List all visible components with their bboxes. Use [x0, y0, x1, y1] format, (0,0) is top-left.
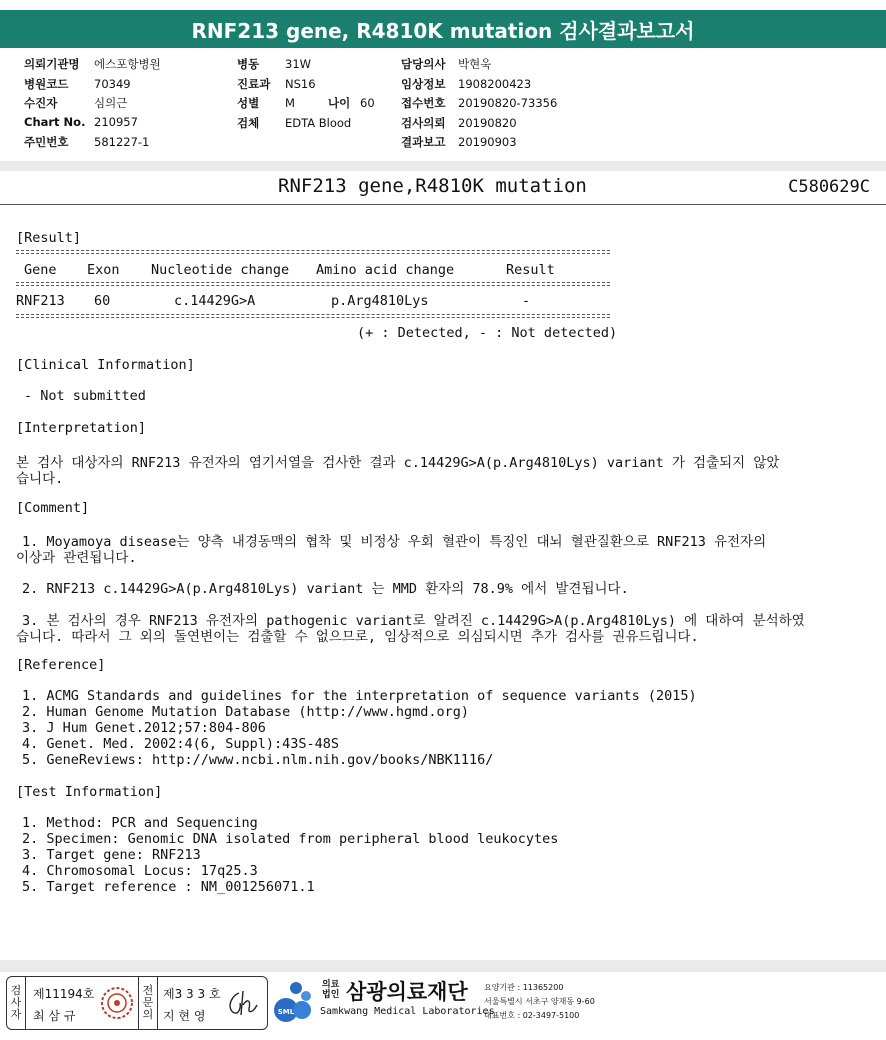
footer-band	[0, 960, 886, 972]
examiner-license: 제11194호	[33, 987, 95, 1001]
clinical-text: - Not submitted	[24, 388, 146, 404]
info-resident-no: 주민번호 581227-1	[24, 135, 150, 149]
examiner-label: 검사자	[10, 984, 22, 1021]
info-sex: 성별 M	[237, 96, 295, 110]
result-rule-mid	[16, 282, 610, 283]
result-rule-top-2	[16, 253, 610, 254]
reference-item-5: 5. GeneReviews: http://www.ncbi.nlm.nih.gov/books/NBK1116/	[22, 752, 494, 768]
interpretation-line-1: 본 검사 대상자의 RNF213 유전자의 염기서열을 검사한 결과 c.14429G>A(p.Arg4810Lys) variant 가 검출되지 않았	[16, 455, 780, 471]
report-title: RNF213 gene, R4810K mutation 검사결과보고서	[0, 10, 886, 48]
test-info-item-4: 4. Chromosomal Locus: 17q25.3	[22, 863, 258, 879]
comment-3-line-2: 습니다. 따라서 그 외의 돌연변이는 검출할 수 없으므로, 임상적으로 의심되시면 추가 검사를 권유드립니다.	[16, 629, 699, 645]
sig-divider-1	[25, 977, 26, 1029]
result-col-result: Result	[506, 262, 555, 278]
info-ward: 병동 31W	[237, 57, 312, 71]
divider-line	[0, 204, 886, 205]
result-heading: [Result]	[16, 230, 82, 246]
specialist-license: 제3 3 3 호	[163, 987, 221, 1001]
result-rule-bottom	[16, 314, 610, 315]
org-prefix: 의료 법인	[322, 980, 340, 1000]
separator-band	[0, 161, 886, 171]
result-nucleotide: c.14429G>A	[174, 293, 256, 309]
result-legend: (+ : Detected, - : Not detected)	[357, 325, 618, 341]
test-header	[0, 175, 886, 203]
reference-item-1: 1. ACMG Standards and guidelines for the interpretation of sequence variants (2015)	[22, 688, 697, 704]
comment-3-line-1: 3. 본 검사의 경우 RNF213 유전자의 pathogenic variant로 알려진 c.14429G>A(p.Arg4810Lys) 에 대하여 분석하였	[22, 613, 805, 629]
sml-logo-icon	[272, 976, 320, 1028]
org-phone: 대표번호 : 02-3497-5100	[484, 1011, 580, 1020]
result-amino: p.Arg4810Lys	[331, 293, 429, 309]
result-col-gene: Gene	[24, 262, 57, 278]
info-chart-no: Chart No. 210957	[24, 115, 138, 129]
org-code: 요양기관 : 11365200	[484, 983, 564, 992]
result-rule-mid-2	[16, 285, 610, 286]
org-address: 서울특별시 서초구 양재동 9-60	[484, 997, 595, 1006]
reference-item-3: 3. J Hum Genet.2012;57:804-806	[22, 720, 266, 736]
sig-divider-3	[157, 977, 158, 1029]
examiner-seal-icon	[99, 984, 135, 1022]
reference-item-2: 2. Human Genome Mutation Database (http://www.hgmd.org)	[22, 704, 470, 720]
info-hospital-code: 병원코드 70349	[24, 77, 131, 91]
comment-1-line-2: 이상과 관련됩니다.	[16, 550, 137, 566]
test-info-item-5: 5. Target reference : NM_001256071.1	[22, 879, 315, 895]
signature-box	[6, 976, 268, 1030]
result-rule-top	[16, 250, 610, 251]
result-value: -	[522, 293, 531, 309]
result-rule-bottom-2	[16, 317, 610, 318]
test-info-heading: [Test Information]	[16, 784, 163, 800]
comment-1-line-1: 1. Moyamoya disease는 양측 내경동맥의 협착 및 비정상 우회 혈관이 특징인 대뇌 혈관질환으로 RNF213 유전자의	[22, 534, 767, 550]
organization-block	[272, 976, 882, 1028]
info-patient-name: 수진자 심의근	[24, 96, 128, 110]
comment-heading: [Comment]	[16, 500, 90, 516]
patient-info-block	[0, 56, 886, 156]
info-clinical-info: 임상정보 1908200423	[401, 77, 532, 91]
info-hospital-name: 의뢰기관명 에스포항병원	[24, 57, 161, 71]
org-name-english: Samkwang Medical Laboratories	[320, 1006, 495, 1017]
logo-text: SML	[277, 1008, 295, 1016]
interpretation-heading: [Interpretation]	[16, 420, 147, 436]
info-request-date: 검사의뢰 20190820	[401, 116, 517, 130]
specialist-label: 전문의	[142, 984, 154, 1021]
info-doctor: 담당의사 박현욱	[401, 57, 492, 71]
test-info-item-2: 2. Specimen: Genomic DNA isolated from peripheral blood leukocytes	[22, 831, 559, 847]
interpretation-line-2: 습니다.	[16, 471, 64, 487]
specialist-name: 지 현 영	[163, 1009, 206, 1023]
test-code: C580629C	[788, 177, 870, 197]
test-info-item-3: 3. Target gene: RNF213	[22, 847, 201, 863]
result-gene: RNF213	[16, 293, 65, 309]
examiner-name: 최 삼 규	[33, 1009, 76, 1023]
result-col-exon: Exon	[87, 262, 120, 278]
test-info-item-1: 1. Method: PCR and Sequencing	[22, 815, 258, 831]
result-exon: 60	[94, 293, 111, 309]
info-report-date: 결과보고 20190903	[401, 135, 517, 149]
result-col-amino: Amino acid change	[316, 262, 455, 278]
org-name-korean: 삼광의료재단	[346, 980, 468, 1004]
info-age: 나이 60	[328, 96, 375, 110]
reference-heading: [Reference]	[16, 657, 106, 673]
info-department: 진료과 NS16	[237, 77, 316, 91]
info-specimen: 검체 EDTA Blood	[237, 116, 352, 130]
info-receipt-no: 접수번호 20190820-73356	[401, 96, 558, 110]
test-name: RNF213 gene,R4810K mutation	[278, 175, 587, 197]
sig-divider-2	[138, 977, 139, 1029]
result-col-nucleotide: Nucleotide change	[151, 262, 290, 278]
reference-item-4: 4. Genet. Med. 2002:4(6, Suppl):43S-48S	[22, 736, 339, 752]
comment-2-line-1: 2. RNF213 c.14429G>A(p.Arg4810Lys) variant 는 MMD 환자의 78.9% 에서 발견됩니다.	[22, 581, 629, 597]
specialist-signature-icon	[225, 987, 263, 1021]
clinical-heading: [Clinical Information]	[16, 357, 195, 373]
